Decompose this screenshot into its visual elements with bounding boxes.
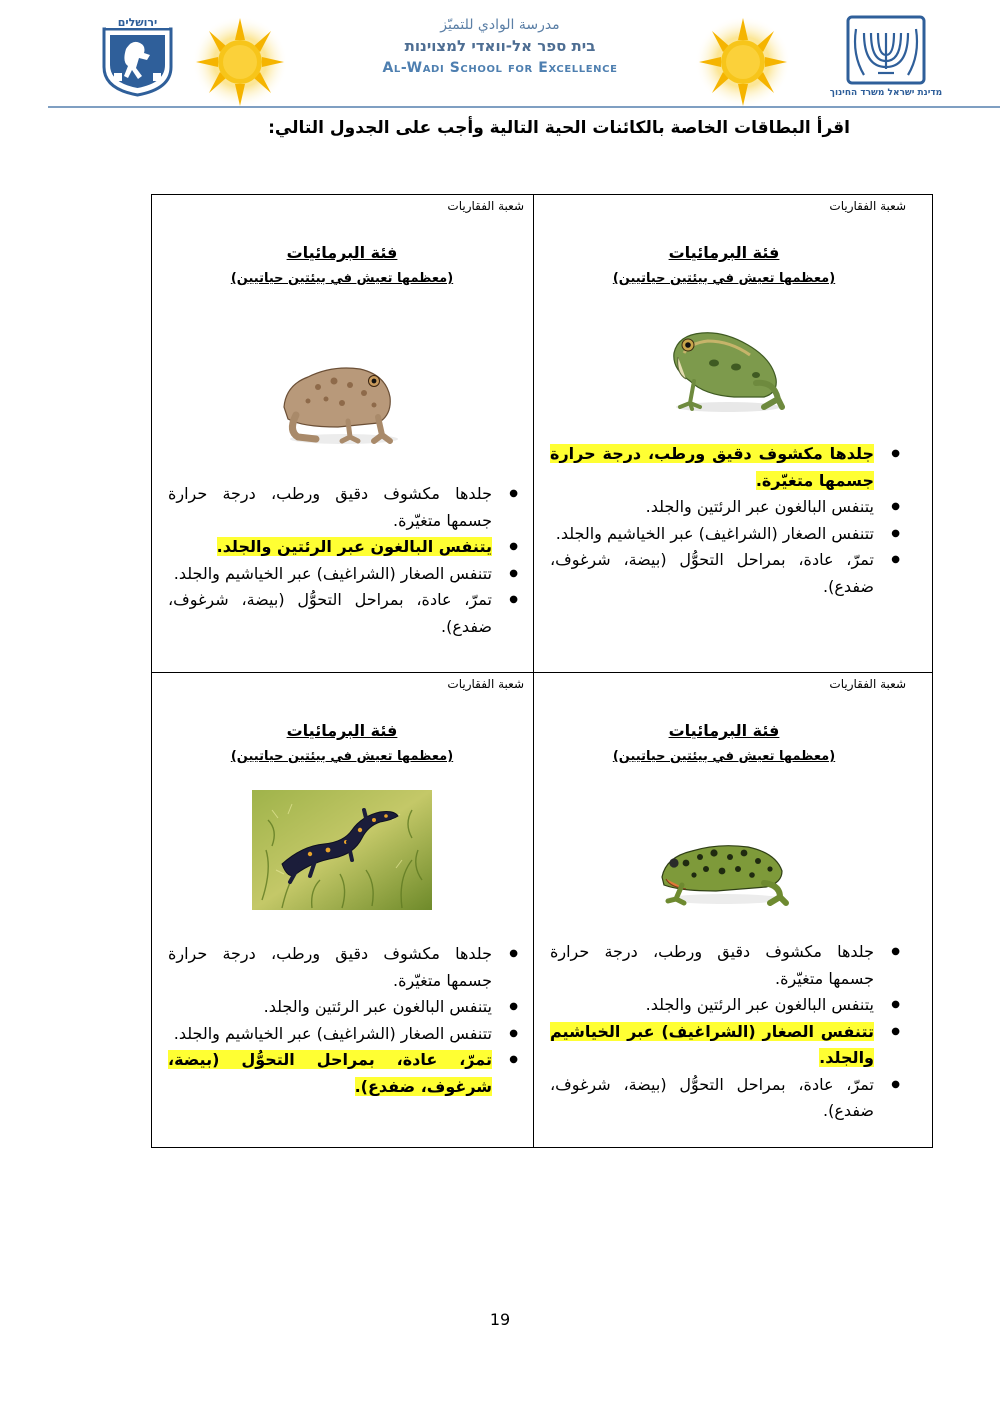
fact-text: تمرّ، عادة، بمراحل التحوُّل (بيضة، شرغوف، ضفدع). bbox=[550, 550, 874, 596]
phylum-label: شعبة الفقاريات bbox=[829, 199, 906, 213]
ministry-logo-text: מדינת ישראל משרד החינוך bbox=[829, 88, 943, 98]
fact-text-highlighted: يتنفس البالغون عبر الرئتين والجلد. bbox=[216, 537, 492, 556]
school-name-arabic: مدرسة الوادي للتميّز bbox=[440, 17, 560, 33]
fact-item bbox=[168, 587, 518, 640]
class-subtitle: (معظمها تعيش في بيئتين حياتيين) bbox=[230, 749, 454, 764]
card-toad bbox=[152, 195, 532, 671]
fact-text: تتنفس الصغار (الشراغيف) عبر الخياشيم والجلد. bbox=[555, 523, 874, 543]
class-title: فئة البرمائيات bbox=[668, 243, 780, 262]
facts-list bbox=[550, 441, 900, 600]
facts-list bbox=[168, 481, 518, 640]
fact-item bbox=[550, 547, 900, 600]
fact-text: تتنفس الصغار (الشراغيف) عبر الخياشيم والجلد. bbox=[173, 1023, 492, 1043]
cards-table bbox=[151, 194, 933, 1148]
fact-item bbox=[550, 1019, 900, 1072]
fact-text: يتنفس البالغون عبر الرئتين والجلد. bbox=[645, 497, 874, 516]
fact-item bbox=[550, 992, 900, 1019]
fact-item bbox=[168, 941, 518, 994]
class-subtitle: (معظمها تعيش في بيئتين حياتيين) bbox=[612, 749, 836, 764]
fact-text: تمرّ، عادة، بمراحل التحوُّل (بيضة، شرغوف، ضفدع). bbox=[168, 590, 492, 636]
instruction-text: اقرأ البطاقات الخاصة بالكائنات الحية التالية وأجب على الجدول التالي: bbox=[268, 118, 850, 138]
sun-icon bbox=[192, 16, 288, 108]
fact-text: تتنفس الصغار (الشراغيف) عبر الخياشيم والجلد. bbox=[173, 563, 492, 583]
facts-list bbox=[168, 941, 518, 1100]
salamander-image bbox=[252, 790, 432, 910]
fact-text-highlighted: تتنفس الصغار (الشراغيف) عبر الخياشيم والجلد. bbox=[550, 1021, 874, 1067]
fact-item bbox=[168, 1047, 518, 1100]
facts-list bbox=[550, 939, 900, 1125]
class-title: فئة البرمائيات bbox=[286, 721, 398, 740]
page-number: 19 bbox=[489, 1310, 511, 1329]
jerusalem-logo-text: ירושלים bbox=[117, 16, 158, 29]
card-salamander bbox=[152, 673, 532, 1149]
fact-item bbox=[550, 441, 900, 494]
class-title: فئة البرمائيات bbox=[286, 243, 398, 262]
spotted-frog-image bbox=[656, 833, 790, 907]
fact-item bbox=[550, 494, 900, 521]
fact-text: جلدها مكشوف دقيق ورطب، درجة حرارة جسمها متغيّرة. bbox=[168, 944, 492, 990]
class-subtitle: (معظمها تعيش في بيئتين حياتيين) bbox=[230, 271, 454, 286]
fact-item bbox=[168, 1021, 518, 1048]
header-divider bbox=[48, 106, 1000, 108]
school-name-hebrew: בית ספר אל-וואדי למצוינות bbox=[404, 37, 596, 55]
fact-item bbox=[168, 481, 518, 534]
green-frog-image bbox=[664, 323, 790, 415]
fact-item bbox=[168, 534, 518, 561]
phylum-label: شعبة الفقاريات bbox=[447, 677, 524, 691]
school-name-block bbox=[320, 16, 680, 78]
fact-text: يتنفس البالغون عبر الرئتين والجلد. bbox=[645, 995, 874, 1014]
school-name-english: Al-Wadi School for Excellence bbox=[382, 60, 618, 76]
card-spotted-frog bbox=[534, 673, 914, 1149]
fact-item bbox=[550, 521, 900, 548]
fact-item bbox=[168, 561, 518, 588]
fact-text-highlighted: جلدها مكشوف دقيق ورطب، درجة حرارة جسمها متغيّرة. bbox=[550, 444, 874, 490]
jerusalem-emblem-icon bbox=[100, 15, 175, 97]
phylum-label: شعبة الفقاريات bbox=[447, 199, 524, 213]
fact-item bbox=[168, 994, 518, 1021]
page-header bbox=[0, 0, 1000, 110]
fact-text-highlighted: تمرّ، عادة، بمراحل التحوُّل (بيضة، شرغوف، ضفدع). bbox=[168, 1050, 492, 1096]
fact-text: تمرّ، عادة، بمراحل التحوُّل (بيضة، شرغوف، ضفدع). bbox=[550, 1074, 874, 1120]
fact-item bbox=[550, 1072, 900, 1125]
fact-item bbox=[550, 939, 900, 992]
class-subtitle: (معظمها تعيش في بيئتين حياتيين) bbox=[612, 271, 836, 286]
class-title: فئة البرمائيات bbox=[668, 721, 780, 740]
phylum-label: شعبة الفقاريات bbox=[829, 677, 906, 691]
fact-text: يتنفس البالغون عبر الرئتين والجلد. bbox=[263, 997, 492, 1016]
fact-text: جلدها مكشوف دقيق ورطب، درجة حرارة جسمها متغيّرة. bbox=[168, 484, 492, 530]
ministry-emblem-icon bbox=[829, 15, 943, 107]
card-green-frog bbox=[534, 195, 914, 671]
toad-image bbox=[278, 355, 406, 447]
fact-text: جلدها مكشوف دقيق ورطب، درجة حرارة جسمها متغيّرة. bbox=[550, 942, 874, 988]
sun-icon bbox=[695, 16, 791, 108]
